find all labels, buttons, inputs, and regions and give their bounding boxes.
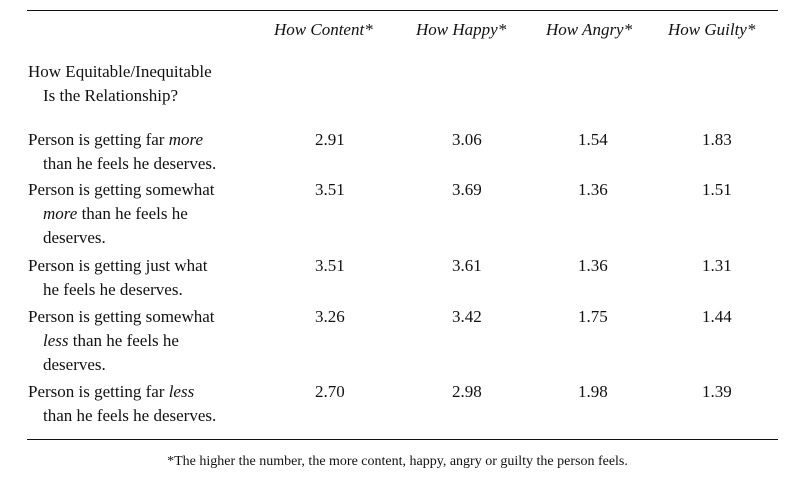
column-header-angry: How Angry* [546,20,633,39]
row-label-text: deserves. [43,228,106,247]
row-label-line [28,404,216,428]
row-label-text: Person is getting just what [28,256,208,275]
table-cell: 2.91 [315,130,345,149]
table-cell: 1.44 [702,307,732,326]
row-label-emphasis: more [168,130,204,149]
row-label-text: than he feels he deserves. [43,154,217,173]
table-cell: 1.51 [702,180,732,199]
table-cell: 1.75 [578,307,608,326]
table-top-rule [27,10,778,11]
table-cell: 1.39 [702,382,732,401]
row-label-line [28,380,216,404]
row-label-text: Person is getting far [28,130,169,149]
row-label-text: he feels he deserves. [43,280,183,299]
table-cell: 3.26 [315,307,345,326]
table-cell: 1.36 [578,180,608,199]
row-label-text: deserves. [43,355,106,374]
section-label-line: Is the Relationship? [43,86,179,105]
column-header-happy: How Happy* [416,20,507,39]
row-label-emphasis: less [43,331,69,350]
table-cell: 1.31 [702,256,732,275]
row-label-line [28,329,215,353]
row-label [28,305,215,377]
row-label [28,128,216,176]
table-cell: 3.51 [315,180,345,199]
row-label [28,380,216,428]
table-cell: 3.06 [452,130,482,149]
row-label-emphasis: less [168,382,195,401]
table-cell: 1.98 [578,382,608,401]
row-label-text: than he feels he deserves. [43,406,217,425]
footnote: *The higher the number, the more content, happy, angry or guilty the person feels. [167,454,628,469]
section-label [28,60,212,108]
table-bottom-rule [27,439,778,440]
table-cell: 3.61 [452,256,482,275]
column-header-content: How Content* [274,20,373,39]
row-label-line [28,254,207,278]
table-cell: 3.42 [452,307,482,326]
table-cell: 2.98 [452,382,482,401]
row-label [28,178,215,250]
row-label-text: Person is getting somewhat [28,307,215,326]
table-cell: 2.70 [315,382,345,401]
column-header-guilty: How Guilty* [668,20,756,39]
table-cell: 1.54 [578,130,608,149]
row-label-line [28,128,216,152]
row-label-line [28,305,215,329]
row-label-line [28,152,216,176]
row-label-emphasis: more [43,204,78,223]
table-cell: 3.69 [452,180,482,199]
row-label-line [28,226,215,250]
row-label-text: Person is getting somewhat [28,180,215,199]
row-label-line [28,178,215,202]
row-label-text: than he feels he [77,204,188,223]
table-cell: 1.83 [702,130,732,149]
row-label-line [28,202,215,226]
table-cell: 3.51 [315,256,345,275]
row-label-line [28,353,215,377]
row-label-text: than he feels he [68,331,179,350]
row-label-text: Person is getting far [28,382,169,401]
table-cell: 1.36 [578,256,608,275]
section-label-line: How Equitable/Inequitable [28,62,212,81]
row-label [28,254,207,302]
row-label-line [28,278,207,302]
